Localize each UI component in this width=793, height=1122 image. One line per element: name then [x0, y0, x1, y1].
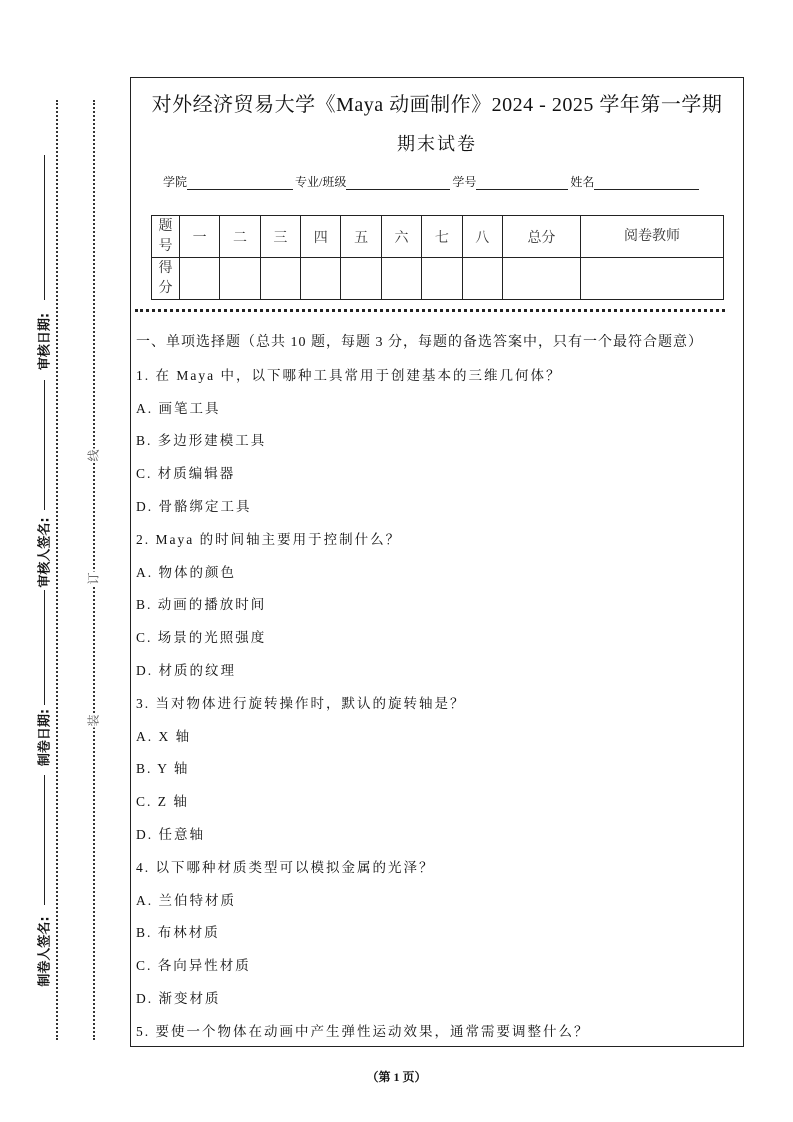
section-heading: 一、单项选择题（总共 10 题，每题 3 分，每题的备选答案中，只有一个最符合题意） — [136, 335, 703, 350]
answer-option: B. 动画的播放时间 — [136, 597, 267, 613]
question-text: 2. Maya 的时间轴主要用于控制什么？ — [136, 531, 402, 547]
answer-option: A. 画笔工具 — [136, 400, 221, 416]
score-cell[interactable] — [220, 258, 260, 300]
preparer-signature-line — [44, 775, 45, 905]
major-class-field[interactable] — [346, 175, 450, 190]
prepare-date-line — [44, 590, 45, 705]
score-cell[interactable] — [422, 258, 462, 300]
score-cell[interactable] — [180, 258, 220, 300]
question-text: 3. 当对物体进行旋转操作时，默认的旋转轴是？ — [136, 695, 466, 711]
answer-option: B. 布林材质 — [136, 925, 220, 941]
exam-title: 对外经济贸易大学《Maya 动画制作》2024 - 2025 学年第一学期 — [151, 94, 723, 116]
col-8: 八 — [462, 216, 502, 258]
preparer-signature-label: 制卷人签名: — [37, 916, 53, 987]
answer-option: C. Z 轴 — [136, 794, 189, 810]
student-id-field[interactable] — [476, 175, 568, 190]
college-field[interactable] — [187, 175, 293, 190]
prepare-date-label: 制卷日期: — [37, 708, 53, 767]
answer-option: D. 渐变材质 — [136, 990, 221, 1006]
score-cell[interactable] — [462, 258, 502, 300]
score-cell[interactable] — [301, 258, 341, 300]
binding-dotted-line-outer — [56, 100, 58, 1040]
col-total: 总分 — [502, 216, 580, 258]
reviewer-signature-line — [44, 380, 45, 510]
col-1: 一 — [180, 216, 220, 258]
score-row — [152, 258, 724, 300]
score-table — [151, 215, 724, 300]
col-6: 六 — [381, 216, 421, 258]
score-cell[interactable] — [581, 258, 724, 300]
page-number: （第 1 页） — [366, 1070, 427, 1084]
col-grader: 阅卷教师 — [581, 216, 724, 258]
score-cell[interactable] — [260, 258, 300, 300]
answer-option: C. 材质编辑器 — [136, 466, 236, 482]
answer-option: C. 场景的光照强度 — [136, 630, 267, 646]
review-date-label: 审核日期: — [37, 312, 53, 371]
answer-option: A. X 轴 — [136, 728, 192, 744]
col-3: 三 — [260, 216, 300, 258]
answer-option: A. 物体的颜色 — [136, 564, 236, 580]
exam-subtitle: 期末试卷 — [397, 134, 477, 154]
col-2: 二 — [220, 216, 260, 258]
major-class-label: 专业/班级 — [295, 175, 347, 189]
question-number-header: 题号 — [152, 216, 180, 258]
name-field[interactable] — [594, 175, 699, 190]
question-text: 4. 以下哪种材质类型可以模拟金属的光泽？ — [136, 859, 435, 875]
score-cell[interactable] — [381, 258, 421, 300]
reviewer-signature-label: 审核人签名: — [37, 517, 53, 588]
question-text: 5. 要使一个物体在动画中产生弹性运动效果，通常需要调整什么？ — [136, 1023, 590, 1039]
student-id-label: 学号 — [452, 175, 477, 189]
answer-option: D. 材质的纹理 — [136, 662, 236, 678]
col-5: 五 — [341, 216, 381, 258]
answer-option: D. 骨骼绑定工具 — [136, 498, 252, 514]
score-header: 得分 — [152, 258, 180, 300]
binding-mark-zhuang: 装 — [86, 714, 101, 727]
col-4: 四 — [301, 216, 341, 258]
answer-option: A. 兰伯特材质 — [136, 892, 236, 908]
review-date-line — [44, 155, 45, 300]
college-label: 学院 — [163, 175, 188, 189]
binding-mark-xian: 线 — [86, 449, 101, 462]
section-divider — [135, 309, 725, 312]
questions-body — [136, 327, 741, 1049]
answer-option: D. 任意轴 — [136, 826, 205, 842]
question-text: 1. 在 Maya 中，以下哪种工具常用于创建基本的三维几何体？ — [136, 367, 562, 383]
answer-option: C. 各向异性材质 — [136, 958, 251, 974]
answer-option: B. Y 轴 — [136, 761, 190, 777]
score-cell[interactable] — [502, 258, 580, 300]
student-info-row — [163, 173, 701, 190]
score-cell[interactable] — [341, 258, 381, 300]
binding-dotted-line-inner — [93, 100, 95, 1040]
question-number-row — [152, 216, 724, 258]
col-7: 七 — [422, 216, 462, 258]
answer-option: B. 多边形建模工具 — [136, 433, 267, 449]
binding-mark-ding: 订 — [86, 572, 101, 585]
name-label: 姓名 — [570, 175, 595, 189]
